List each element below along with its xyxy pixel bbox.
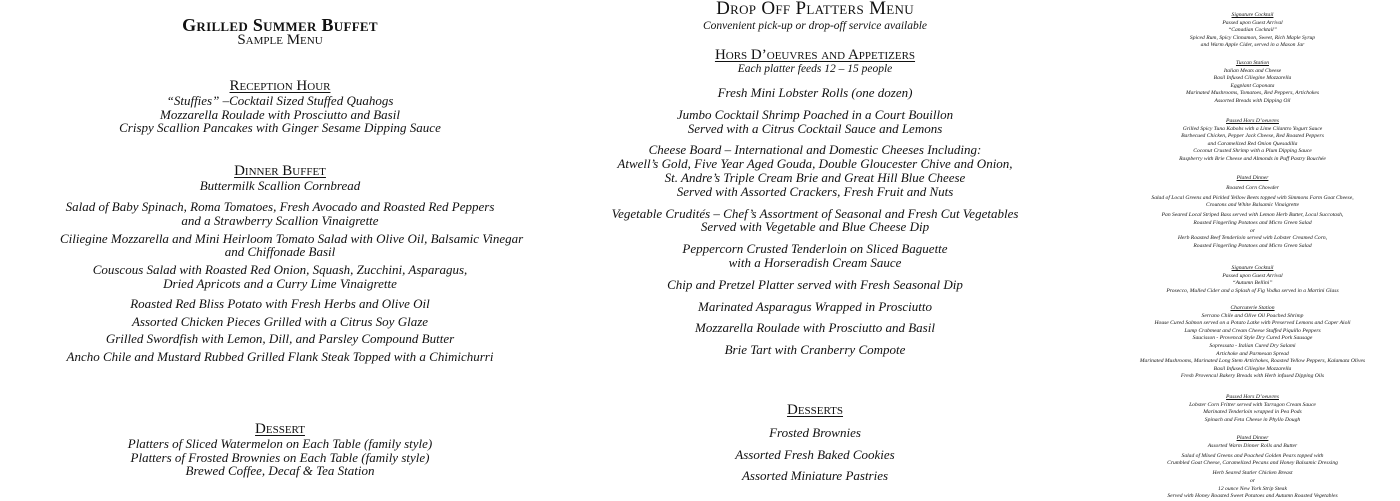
menu-item-line: and a Strawberry Scallion Vinaigrette bbox=[181, 212, 379, 228]
menu-item bbox=[60, 179, 500, 193]
menu-item-line: Crispy Scallion Pancakes with Ginger Sesame Dipping Sauce bbox=[119, 120, 441, 135]
menu-item-line: Roasted Corn Chowder bbox=[1226, 184, 1279, 191]
menu-item bbox=[60, 464, 500, 478]
menu-item-line: Italian Meats and Cheese bbox=[1223, 67, 1282, 74]
menu-item-list bbox=[1105, 126, 1400, 164]
menu-item-line: Spinach and Feta Cheese in Phyllo Dough bbox=[1204, 416, 1301, 423]
menu-item-line: Roasted Fingerling Potatoes and Micro Green Salad bbox=[1193, 242, 1312, 249]
menu-item-line: Salad of Baby Spinach, Roma Tomatoes, Fresh Avocado and Roasted Red Peppers bbox=[65, 199, 495, 214]
menu-item bbox=[595, 343, 1035, 357]
menu-item-line: Lump Crabmeat and Cream Cheese Stuffed Piquillo Peppers bbox=[1184, 327, 1321, 334]
menu-item-line: “Canadian Cocktail” bbox=[1228, 27, 1277, 34]
menu-subtitle: Convenient pick-up or drop-off service available bbox=[702, 20, 928, 32]
menu-item-line: Cheese Board – International and Domestic Cheeses Including: bbox=[648, 142, 982, 158]
menu-item bbox=[1105, 185, 1400, 193]
menu-item-line: Fresh Mini Lobster Rolls (one dozen) bbox=[717, 85, 913, 100]
menu-item bbox=[1105, 453, 1400, 468]
menu-item bbox=[1105, 273, 1400, 296]
menu-item-list bbox=[60, 297, 500, 363]
menu-item-line: Served with Assorted Crackers, Fresh Fruit and Nuts bbox=[676, 183, 954, 199]
menu-item-line: Vegetable Crudités – Chef’s Assortment of Seasonal and Fresh Cut Vegetables bbox=[611, 205, 1019, 221]
menu-item bbox=[60, 230, 524, 259]
menu-item bbox=[1105, 126, 1400, 164]
menu-item-line: with a Horseradish Cream Sauce bbox=[728, 254, 902, 270]
menu-item bbox=[595, 108, 1035, 136]
menu-item bbox=[595, 63, 1035, 77]
menu-item-line: Assorted Warm Dinner Rolls and Butter bbox=[1207, 442, 1298, 449]
menu-item bbox=[1105, 20, 1400, 50]
menu-item-list bbox=[1105, 273, 1400, 296]
section-heading: Signature Cocktail bbox=[1231, 12, 1274, 18]
menu-item-line: House Cured Salmon served on a Potato Latke with Preserved Lemons and Caper Aioli bbox=[1154, 320, 1351, 327]
menu-item-list bbox=[595, 86, 1035, 357]
section-heading: Charcuterie Station bbox=[1230, 305, 1275, 311]
menu-item-line: Serrano Chile and Olive Oil Poached Shrimp bbox=[1201, 312, 1304, 319]
menu-item-line: Passed upon Guest Arrival bbox=[1222, 19, 1283, 26]
menu-item-line: Dried Apricots and a Curry Lime Vinaigrette bbox=[163, 275, 397, 291]
menu-item-line: Assorted Miniature Pastries bbox=[741, 468, 889, 483]
plated-event-menus bbox=[1105, 0, 1400, 500]
menu-item-line: Crumbled Goat Cheese, Caramelized Pecans and Honey Balsamic Dressing bbox=[1167, 460, 1338, 467]
menu-item-line: Frosted Brownies bbox=[769, 425, 861, 440]
menu-item-line: Roasted Red Bliss Potato with Fresh Herbs and Olive Oil bbox=[130, 296, 430, 311]
menu-item-line: Marinated Mushrooms, Marinated Long Stem Artichokes, Roasted Yellow Peppers, Kalamata Olives bbox=[1139, 358, 1366, 365]
section-heading: Desserts bbox=[786, 402, 844, 418]
menu-item-line: Prosecco, Mulled Cider and a Splash of Fig Vodka served in a Martini Glass bbox=[1166, 287, 1339, 294]
menu-item bbox=[60, 121, 500, 135]
section-heading: Reception Hour bbox=[229, 78, 331, 94]
section-heading: Plated Dinner bbox=[1236, 435, 1269, 441]
desserts-section bbox=[595, 403, 1035, 418]
menu-item bbox=[1105, 402, 1400, 425]
menu-item bbox=[1105, 212, 1400, 250]
menu-item-line: Marinated Asparagus Wrapped in Prosciutto bbox=[698, 298, 932, 314]
menu-item-line: Salad of Mixed Greens and Poached Golden Pears topped with bbox=[1181, 452, 1324, 459]
grilled-summer-buffet-menu bbox=[60, 0, 524, 500]
menu-item-line: Pan Seared Local Striped Bass served with Lemon Herb Butter, Local Succotash, bbox=[1161, 212, 1344, 219]
menu-item-line: Served with a Citrus Cocktail Sauce and Lemons bbox=[687, 120, 943, 136]
menu-item-list bbox=[60, 199, 524, 291]
menu-item-line: Ancho Chile and Mustard Rubbed Grilled Flank Steak Topped with a Chimichurri bbox=[66, 348, 494, 364]
menu-item-line: Saucisson - Provencal Style Dry Cured Pork Sausage bbox=[1192, 335, 1313, 342]
menu-item-line: Mozzarella Roulade with Prosciutto and Basil bbox=[160, 106, 400, 122]
menu-item bbox=[60, 315, 500, 329]
menu-item-list bbox=[595, 63, 1035, 77]
menu-item-line: 12 ounce New York Strip Steak bbox=[1218, 485, 1287, 492]
menu-item bbox=[595, 448, 1035, 462]
menu-item bbox=[1105, 470, 1400, 500]
reception-section bbox=[60, 79, 500, 135]
section-heading: Plated Dinner bbox=[1236, 175, 1269, 181]
menu-item bbox=[595, 321, 1035, 335]
menu-item bbox=[595, 300, 1035, 314]
menu-item-line: Fresh Provencal Bakery Breads with Herb infused Dipping Oils bbox=[1180, 373, 1325, 380]
menu-item-line: Raspberry with Brie Cheese and Almonds in Puff Pastry Bouchée bbox=[1179, 155, 1326, 162]
menu-item-line: Mozzarella Roulade with Prosciutto and Basil bbox=[695, 320, 935, 336]
menu-item-line: “Stuffies” –Cocktail Sized Stuffed Quahogs bbox=[166, 93, 394, 108]
menu-title: Drop Off Platters Menu bbox=[716, 0, 914, 19]
menu-item-list bbox=[595, 426, 1035, 483]
menu-item-line: Assorted Chicken Pieces Grilled with a Citrus Soy Glaze bbox=[131, 313, 429, 329]
menu-item-line: St. Andre’s Triple Cream Brie and Great Hill Blue Cheese bbox=[664, 169, 966, 185]
menu-item-line: Artichoke and Parmesan Spread bbox=[1216, 350, 1289, 357]
menu-item-line: Jumbo Cocktail Shrimp Poached in a Court Bouillon bbox=[676, 106, 954, 122]
menu-title: Grilled Summer Buffet bbox=[182, 15, 378, 35]
menu-item bbox=[1105, 313, 1400, 381]
menu-item-line: Eggplant Caponata bbox=[1230, 82, 1275, 89]
drop-off-platters-menu bbox=[595, 0, 1035, 500]
menu-item bbox=[60, 297, 500, 311]
menu-item-list bbox=[1105, 185, 1400, 251]
dessert-section bbox=[60, 422, 500, 478]
menu-item-list bbox=[1105, 68, 1400, 106]
menu-item-list bbox=[60, 179, 500, 193]
section-heading: Passed Hors D’oeuvres bbox=[1226, 118, 1279, 124]
section-heading: Dessert bbox=[255, 421, 305, 437]
menu-item-list bbox=[1105, 20, 1400, 50]
menu-item-list bbox=[60, 94, 500, 135]
menu-item-line: Brewed Coffee, Decaf & Tea Station bbox=[185, 463, 375, 478]
menu-item bbox=[595, 242, 1035, 270]
hors-doeuvres-section bbox=[595, 48, 1035, 77]
menu-subtitle: Sample Menu bbox=[237, 32, 323, 48]
menu-item-line: Ciliegine Mozzarella and Mini Heirloom Tomato Salad with Olive Oil, Balsamic Vinegar bbox=[60, 230, 524, 246]
section-heading: Signature Cocktail bbox=[1231, 265, 1274, 271]
menu-item-line: Marinated Tenderloin wrapped in Pea Pods bbox=[1203, 409, 1302, 416]
menu-item-line: Brie Tart with Cranberry Compote bbox=[724, 342, 906, 358]
menu-item bbox=[1105, 443, 1400, 451]
menu-item-list bbox=[1105, 313, 1400, 381]
menu-item-line: Assorted Breads with Dipping Oil bbox=[1214, 97, 1291, 104]
menu-item-line: Platters of Frosted Brownies on Each Table (family style) bbox=[130, 449, 430, 465]
section-heading: Hors D’oeuvres and Appetizers bbox=[714, 47, 916, 63]
menu-item-line: Couscous Salad with Roasted Red Onion, Squash, Zucchini, Asparagus, bbox=[92, 262, 468, 277]
menu-item bbox=[595, 207, 1035, 235]
section-heading: Dinner Buffet bbox=[234, 163, 326, 179]
menu-item-line: Croutons and White Balsamic Vinaigrette bbox=[1205, 202, 1299, 209]
menu-item bbox=[60, 108, 500, 122]
menu-item bbox=[60, 332, 500, 346]
menu-item bbox=[595, 278, 1035, 292]
menu-item bbox=[60, 451, 500, 465]
section-heading: Tuscan Station bbox=[1235, 60, 1270, 66]
menu-item bbox=[60, 350, 500, 364]
menu-item-line: or bbox=[1250, 227, 1255, 234]
menu-item-line: Served with Vegetable and Blue Cheese Dip bbox=[700, 219, 930, 235]
menu-item-line: Grilled Spicy Tuna Kabobs with a Lime Cilantro Yogurt Sauce bbox=[1182, 125, 1323, 132]
menu-item-line: Buttermilk Scallion Cornbread bbox=[199, 178, 361, 193]
menu-item-line: Passed upon Guest Arrival bbox=[1222, 272, 1283, 279]
section-heading: Passed Hors D’oeuvres bbox=[1226, 394, 1279, 400]
menu-item bbox=[595, 143, 1035, 198]
menu-item-line: Salad of Local Greens and Pickled Yellow Beets topped with Simmons Farm Goat Cheese, bbox=[1151, 194, 1354, 201]
menu-item-list bbox=[1105, 402, 1400, 425]
menu-item bbox=[60, 94, 500, 108]
menu-item-list bbox=[60, 437, 500, 478]
menu-item bbox=[1105, 68, 1400, 106]
dinner-section bbox=[60, 164, 500, 193]
menu-item bbox=[595, 469, 1035, 483]
menu-item-line: Platters of Sliced Watermelon on Each Table (family style) bbox=[127, 436, 433, 451]
menu-item-line: Atwell’s Gold, Five Year Aged Gouda, Double Gloucester Chive and Onion, bbox=[617, 156, 1013, 172]
menu-item-line: Marinated Mushrooms, Tomatoes, Red Peppers, Artichokes bbox=[1185, 90, 1320, 97]
menu-item-line: Sopressata - Italian Cured Dry Salami bbox=[1209, 342, 1296, 349]
menu-item-line: Basil Infused Ciliegine Mozzarella bbox=[1213, 75, 1292, 82]
menu-item-line: Coconut Crusted Shrimp with a Plum Dipping Sauce bbox=[1193, 148, 1312, 155]
menu-item-line: Peppercorn Crusted Tenderloin on Sliced Baguette bbox=[682, 241, 948, 257]
menu-item-line: Roasted Fingerling Potatoes and Micro Green Salad bbox=[1193, 219, 1312, 226]
menu-item-line: and Chiffonade Basil bbox=[224, 244, 336, 259]
menu-item-line: and Warm Apple Cider, served in a Mason Jar bbox=[1200, 42, 1305, 49]
menu-item bbox=[60, 200, 500, 227]
menu-item bbox=[60, 437, 500, 451]
menu-item-line: Served with Honey Roasted Sweet Potatoes and Autumn Roasted Vegetables bbox=[1167, 493, 1338, 500]
menu-item-line: Basil Infused Ciliegine Mozzarella bbox=[1213, 365, 1292, 372]
menu-item-line: Lobster Corn Fritter served with Tarragon Cream Sauce bbox=[1189, 401, 1316, 408]
menu-item-line: Spiced Rum, Spicy Cinnamon, Sweet, Rich Maple Syrup bbox=[1189, 34, 1316, 41]
menu-item-line: Grilled Swordfish with Lemon, Dill, and Parsley Compound Butter bbox=[105, 331, 455, 346]
menu-item bbox=[1105, 195, 1400, 210]
menu-item bbox=[595, 86, 1035, 100]
menu-item-line: and Caramelized Red Onion Quesadilla bbox=[1207, 140, 1298, 147]
menu-item-line: Chip and Pretzel Platter served with Fresh Seasonal Dip bbox=[667, 276, 963, 292]
menu-item-line: Barbecued Chicken, Pepper Jack Cheese, Red Roasted Peppers bbox=[1181, 133, 1324, 140]
menu-item-line: Assorted Fresh Baked Cookies bbox=[735, 446, 895, 462]
menu-item-line: or bbox=[1250, 477, 1255, 484]
menu-item bbox=[60, 263, 500, 290]
menu-item-line: Herb Roasted Beef Tenderloin served with Lobster Creamed Corn, bbox=[1177, 235, 1328, 242]
menu-item-line: Each platter feeds 12 – 15 people bbox=[737, 63, 893, 75]
menu-item-list bbox=[1105, 443, 1400, 501]
menu-item-line: “Autumn Bellini” bbox=[1232, 280, 1273, 287]
menu-item bbox=[595, 426, 1035, 440]
menu-item-line: Herb Seared Statler Chicken Breast bbox=[1212, 470, 1293, 477]
